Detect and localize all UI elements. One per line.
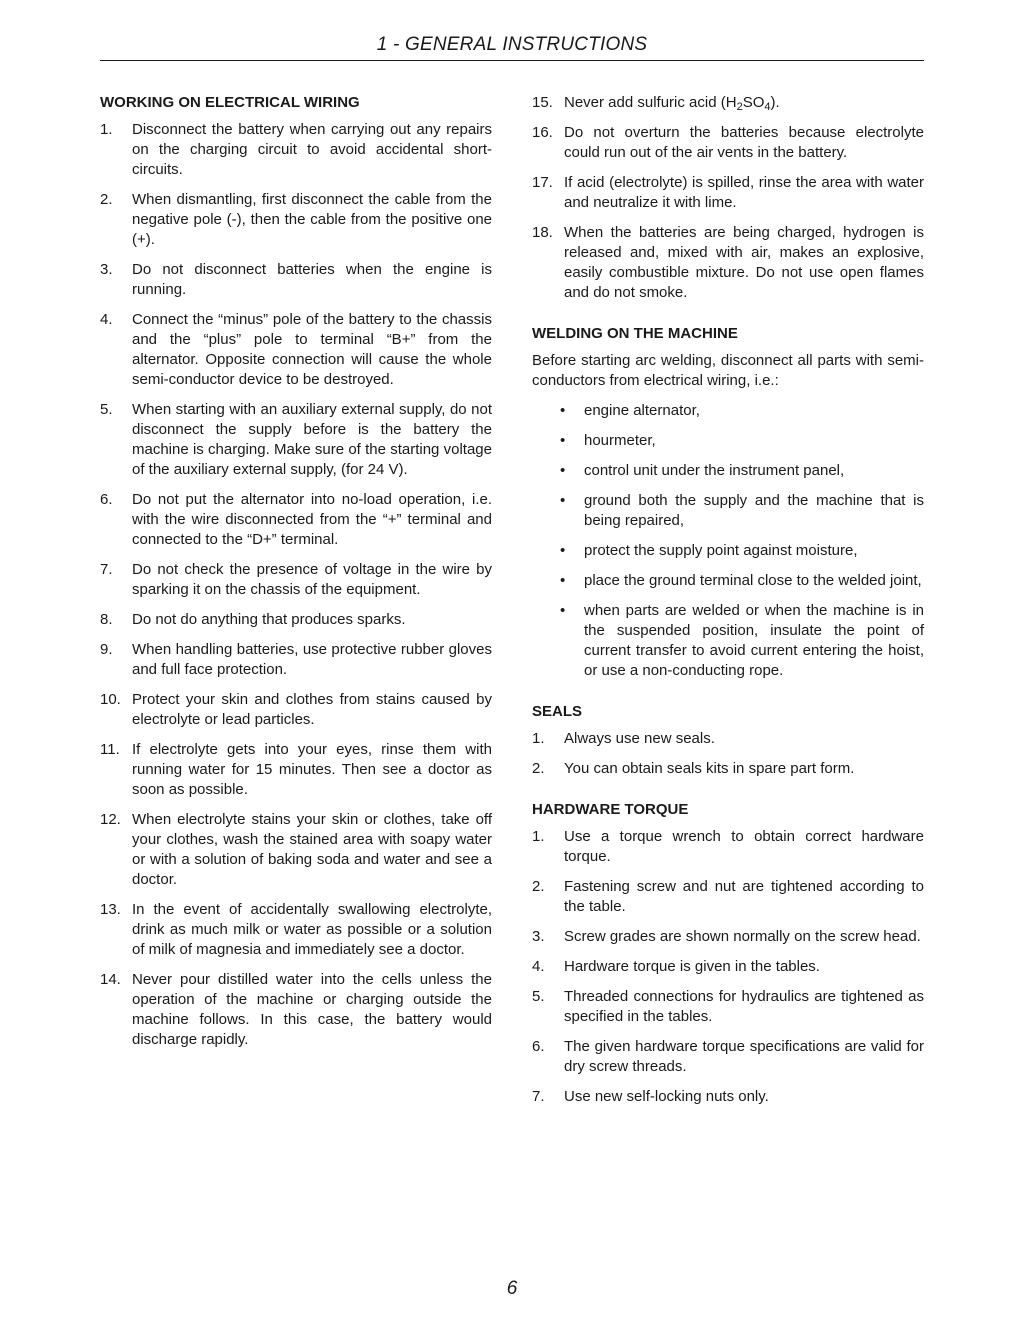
item-number: 4. bbox=[532, 958, 545, 975]
item-text: Screw grades are shown normally on the screw head. bbox=[564, 928, 921, 945]
page-number: 6 bbox=[506, 1278, 518, 1299]
list-item bbox=[532, 1037, 924, 1077]
list-item bbox=[532, 877, 924, 917]
item-number: 2. bbox=[532, 878, 545, 895]
list-item bbox=[100, 560, 492, 600]
item-number: 9. bbox=[100, 641, 113, 658]
hardware-torque-heading: HARDWARE TORQUE bbox=[532, 801, 689, 818]
item-number: 10. bbox=[100, 691, 121, 708]
item-text-prefix: Never add sulfuric acid (H bbox=[564, 94, 737, 111]
item-number: 14. bbox=[100, 971, 121, 988]
list-item bbox=[532, 93, 924, 113]
item-text: Use a torque wrench to obtain correct hardware torque. bbox=[564, 828, 924, 865]
bullet-item bbox=[560, 461, 924, 481]
item-text: Connect the “minus” pole of the battery to the chassis and the “plus” pole to terminal “B+” from the alternator. Opposite connection will cause the whole semi-conductor device to be destroyed. bbox=[132, 311, 492, 388]
bullet-item bbox=[560, 401, 924, 421]
bullet-icon: • bbox=[560, 402, 566, 419]
item-text-mid: SO bbox=[742, 94, 765, 111]
subscript: 4 bbox=[764, 101, 771, 113]
electrical-wiring-section-continued bbox=[532, 93, 924, 303]
bullet-icon: • bbox=[560, 462, 566, 479]
bullet-text: ground both the supply and the machine that is being repaired, bbox=[584, 492, 924, 529]
item-text: If acid (electrolyte) is spilled, rinse the area with water and neutralize it with lime. bbox=[564, 174, 924, 211]
item-number: 6. bbox=[100, 491, 113, 508]
item-text: Always use new seals. bbox=[564, 730, 715, 747]
left-column bbox=[100, 93, 492, 1071]
item-text: Disconnect the battery when carrying out any repairs on the charging circuit to avoid accidental short-circuits. bbox=[132, 121, 492, 178]
list-item bbox=[532, 927, 924, 947]
list-item bbox=[100, 610, 492, 630]
item-number: 7. bbox=[532, 1088, 545, 1105]
list-item bbox=[100, 260, 492, 300]
seals-list bbox=[532, 729, 924, 779]
item-number: 8. bbox=[100, 611, 113, 628]
bullet-item bbox=[560, 431, 924, 451]
item-text: When dismantling, first disconnect the cable from the negative pole (-), then the cable from the positive one (+). bbox=[132, 191, 492, 248]
item-number: 17. bbox=[532, 174, 553, 191]
item-text: The given hardware torque specifications are valid for dry screw threads. bbox=[564, 1038, 924, 1075]
bullet-text: place the ground terminal close to the welded joint, bbox=[584, 572, 922, 589]
item-number: 1. bbox=[100, 121, 113, 138]
item-number: 7. bbox=[100, 561, 113, 578]
electrical-wiring-heading: WORKING ON ELECTRICAL WIRING bbox=[100, 94, 360, 111]
item-text: Do not check the presence of voltage in the wire by sparking it on the chassis of the equipment. bbox=[132, 561, 492, 598]
list-item bbox=[532, 223, 924, 303]
bullet-icon: • bbox=[560, 572, 566, 589]
item-text: When electrolyte stains your skin or clothes, take off your clothes, wash the stained area with soapy water or with a solution of baking soda and water and see a doctor. bbox=[132, 811, 492, 888]
list-item bbox=[100, 400, 492, 480]
welding-section bbox=[532, 324, 924, 681]
item-text: If electrolyte gets into your eyes, rinse them with running water for 15 minutes. Then see a doctor as soon as possible. bbox=[132, 741, 492, 798]
item-number: 1. bbox=[532, 730, 545, 747]
seals-heading: SEALS bbox=[532, 703, 583, 720]
item-text: Use new self-locking nuts only. bbox=[564, 1088, 769, 1105]
list-item bbox=[532, 123, 924, 163]
item-text: Hardware torque is given in the tables. bbox=[564, 958, 820, 975]
list-item bbox=[100, 120, 492, 180]
item-number: 18. bbox=[532, 224, 553, 241]
bullet-text: protect the supply point against moisture, bbox=[584, 542, 858, 559]
item-number: 5. bbox=[532, 988, 545, 1005]
item-number: 4. bbox=[100, 311, 113, 328]
welding-bullet-list bbox=[532, 401, 924, 681]
welding-intro: Before starting arc welding, disconnect all parts with semi-conductors from electrical wiring, i.e.: bbox=[532, 352, 924, 389]
page-header-title: 1 - GENERAL INSTRUCTIONS bbox=[376, 34, 648, 55]
bullet-icon: • bbox=[560, 602, 566, 619]
list-item bbox=[532, 987, 924, 1027]
header-rule bbox=[100, 60, 924, 61]
item-text: Do not do anything that produces sparks. bbox=[132, 611, 406, 628]
list-item bbox=[100, 310, 492, 390]
bullet-text: hourmeter, bbox=[584, 432, 656, 449]
bullet-text: when parts are welded or when the machine is in the suspended position, insulate the point of current transfer to avoid current entering the hoist, or use a non-conducting rope. bbox=[584, 602, 924, 679]
bullet-item bbox=[560, 541, 924, 561]
list-item bbox=[532, 173, 924, 213]
seals-section bbox=[532, 702, 924, 779]
item-text: You can obtain seals kits in spare part form. bbox=[564, 760, 855, 777]
list-item bbox=[532, 759, 924, 779]
list-item bbox=[100, 640, 492, 680]
electrical-wiring-section bbox=[100, 93, 492, 1050]
subscript: 2 bbox=[736, 101, 743, 113]
item-number: 5. bbox=[100, 401, 113, 418]
list-item bbox=[100, 810, 492, 890]
item-number: 3. bbox=[100, 261, 113, 278]
list-item bbox=[100, 740, 492, 800]
list-item bbox=[532, 957, 924, 977]
item-text: When starting with an auxiliary external supply, do not disconnect the supply before is the battery the machine is charging. Make sure of the starting voltage of the auxiliary external supply, (for 24 V). bbox=[132, 401, 492, 478]
item-text: When the batteries are being charged, hydrogen is released and, mixed with air, makes an explosive, easily combustible mixture. Do not use open flames and do not smoke. bbox=[564, 224, 924, 301]
item-number: 2. bbox=[100, 191, 113, 208]
item-number: 3. bbox=[532, 928, 545, 945]
item-number: 2. bbox=[532, 760, 545, 777]
bullet-item bbox=[560, 601, 924, 681]
hardware-torque-section bbox=[532, 800, 924, 1107]
list-item bbox=[100, 970, 492, 1050]
list-item bbox=[532, 827, 924, 867]
item-text: In the event of accidentally swallowing electrolyte, drink as much milk or water as possible or a solution of milk of magnesia and immediately see a doctor. bbox=[132, 901, 492, 958]
bullet-icon: • bbox=[560, 542, 566, 559]
hardware-torque-list bbox=[532, 827, 924, 1107]
item-number: 6. bbox=[532, 1038, 545, 1055]
list-item bbox=[532, 1087, 924, 1107]
item-number: 13. bbox=[100, 901, 121, 918]
bullet-text: control unit under the instrument panel, bbox=[584, 462, 845, 479]
list-item bbox=[532, 729, 924, 749]
item-text: Never pour distilled water into the cells unless the operation of the machine or charging outside the machine follows. In this case, the battery would discharge rapidly. bbox=[132, 971, 492, 1048]
list-item bbox=[100, 900, 492, 960]
bullet-text: engine alternator, bbox=[584, 402, 700, 419]
bullet-icon: • bbox=[560, 492, 566, 509]
item-number: 16. bbox=[532, 124, 553, 141]
list-item bbox=[100, 490, 492, 550]
item-text-suffix: ). bbox=[770, 94, 780, 111]
item-number: 1. bbox=[532, 828, 545, 845]
item-text bbox=[564, 93, 924, 113]
item-text: Do not overturn the batteries because electrolyte could run out of the air vents in the battery. bbox=[564, 124, 924, 161]
item-text: Do not put the alternator into no-load operation, i.e. with the wire disconnected from the “+” terminal and connected to the “D+” terminal. bbox=[132, 491, 492, 548]
welding-heading: WELDING ON THE MACHINE bbox=[532, 325, 738, 342]
item-text: Protect your skin and clothes from stains caused by electrolyte or lead particles. bbox=[132, 691, 492, 728]
item-text: Do not disconnect batteries when the engine is running. bbox=[132, 261, 492, 298]
electrical-wiring-list-continued bbox=[532, 93, 924, 303]
list-item bbox=[100, 190, 492, 250]
item-number: 11. bbox=[100, 741, 120, 758]
item-number: 12. bbox=[100, 811, 121, 828]
item-text: Fastening screw and nut are tightened according to the table. bbox=[564, 878, 924, 915]
item-number: 15. bbox=[532, 94, 553, 111]
electrical-wiring-list bbox=[100, 120, 492, 1050]
right-column bbox=[532, 93, 924, 1128]
item-text: When handling batteries, use protective rubber gloves and full face protection. bbox=[132, 641, 492, 678]
item-text: Threaded connections for hydraulics are tightened as specified in the tables. bbox=[564, 988, 924, 1025]
bullet-item bbox=[560, 491, 924, 531]
bullet-item bbox=[560, 571, 924, 591]
list-item bbox=[100, 690, 492, 730]
bullet-icon: • bbox=[560, 432, 566, 449]
